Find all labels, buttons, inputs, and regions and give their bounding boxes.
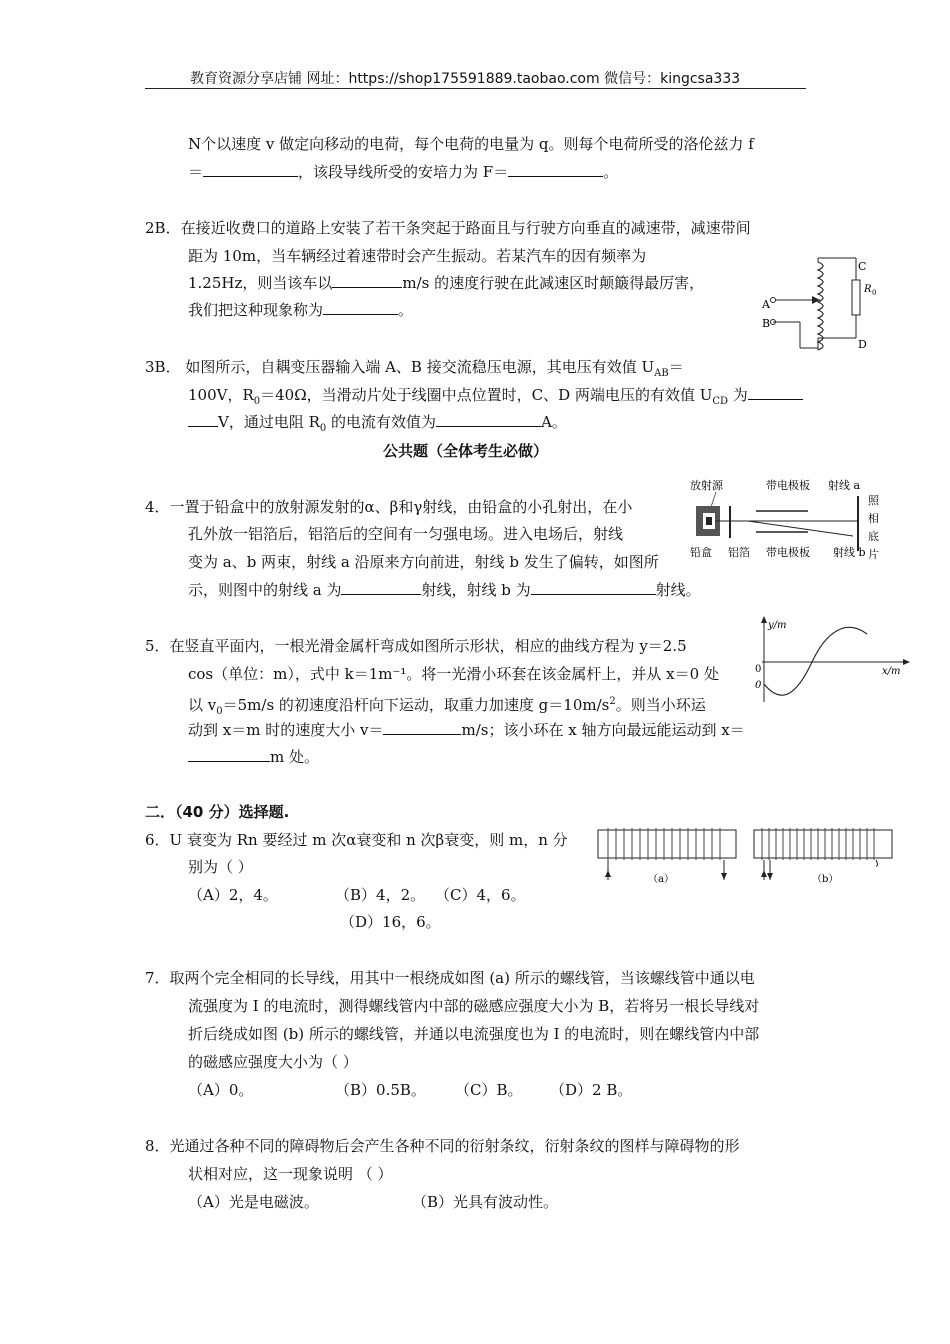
header-divider <box>145 88 806 89</box>
q7-line1: 7．取两个完全相同的长导线，用其中一根绕成如图 (a) 所示的螺线管，当该螺线管中通以电 <box>145 969 755 987</box>
q3b-text: 100V，R <box>188 386 254 404</box>
q6-line2: 别为（ ） <box>188 858 253 876</box>
q3b-line3 <box>188 412 567 439</box>
current-out-arrow-icon <box>767 873 773 880</box>
label-x: x/m <box>882 666 901 677</box>
q5-text: 以 v <box>188 696 217 714</box>
q5-line2: cos（单位：m），式中 k＝1m⁻¹。将一光滑小环套在该金属杆上，并从 x＝0 处 <box>188 665 719 683</box>
q2b-line3 <box>188 273 704 293</box>
q5-text: 。则当小环运 <box>615 696 706 714</box>
resistor-icon <box>852 280 860 315</box>
current-in-arrow-icon <box>761 870 767 877</box>
q2b-line1: 2B．在接近收费口的道路上安装了若干条突起于路面且与行驶方向垂直的减速带，减速带间 <box>145 219 751 237</box>
label-d: D <box>858 338 867 351</box>
q8-line1: 8．光通过各种不同的障碍物后会产生各种不同的衍射条纹，衍射条纹的图样与障碍物的形 <box>145 1137 740 1155</box>
q8-option-b[interactable]: （B）光具有波动性。 <box>412 1193 559 1211</box>
q4-text: 射线，射线 b 为 <box>421 581 531 599</box>
q5-line5 <box>188 747 319 767</box>
q1-text: ＝ <box>188 163 204 181</box>
q4-line2: 孔外放一铝箔后，铝箔后的空间有一匀强电场。进入电场后，射线 <box>188 525 624 543</box>
q3b-text: 3B． 如图所示，自耦变压器输入端 A、B 接交流稳压电源，其电压有效值 U <box>145 358 655 376</box>
q7-line4: 的磁感应强度大小为（ ） <box>188 1053 358 1071</box>
q3b-text: ＝40Ω，当滑动片处于线圈中点位置时，C、D 两端电压的有效值 U <box>260 386 713 404</box>
label-film-4: 片 <box>868 548 879 561</box>
solenoid-figure <box>594 822 914 888</box>
label-plate-bottom: 带电极板 <box>766 546 810 559</box>
answer-blank[interactable] <box>383 720 461 735</box>
x-axis-arrow-icon <box>903 659 910 665</box>
q5-text: m/s；该小环在 x 轴方向最远能运动到 x＝ <box>461 721 745 739</box>
page-header: 教育资源分享店铺 网址：https://shop175591889.taobao.com 微信号：kingcsa333 <box>190 71 741 87</box>
q2b-text: m/s 的速度行驶在此减速区时颠簸得最厉害， <box>402 274 705 292</box>
q3b-sub: AB <box>654 368 669 379</box>
curve-figure <box>752 614 912 704</box>
q2b-text: 我们把这种现象称为 <box>188 301 324 319</box>
q7-line2: 流强度为 I 的电流时，测得螺线管内中部的磁感应强度大小为 B，若将另一根长导线对 <box>188 997 760 1015</box>
label-fig-a: （a） <box>648 874 674 885</box>
q7-line3: 折后绕成如图 (b) 所示的螺线管，并通以电流强度也为 I 的电流时，则在螺线管内中部 <box>188 1025 760 1043</box>
q2b-text: 。 <box>398 301 414 319</box>
q4-text: 示，则图中的射线 a 为 <box>188 581 342 599</box>
q3b-line2 <box>188 385 803 412</box>
label-origin: 0 <box>755 664 762 675</box>
label-c: C <box>858 260 867 273</box>
q3b-text: 为 <box>728 386 748 404</box>
section2-title: 二．（40 分）选择题. <box>145 803 290 821</box>
label-ray-b: 射线 b <box>833 546 866 559</box>
label-ray-a: 射线 a <box>828 479 861 492</box>
q5-text: 动到 x＝m 时的速度大小 v＝ <box>188 721 384 739</box>
q6-option-c[interactable]: （C）4，6。 <box>435 886 526 904</box>
label-a: A <box>762 298 770 311</box>
q6-option-a[interactable]: （A）2，4。 <box>188 886 278 904</box>
q5-line4 <box>188 720 745 740</box>
q1-line1: N个以速度 v 做定向移动的电荷，每个电荷的电量为 q。则每个电荷所受的洛伦兹力 f <box>188 135 754 153</box>
radiation-figure <box>688 476 888 566</box>
q4-line4 <box>188 580 701 600</box>
label-neg: 0 <box>755 680 762 691</box>
label-lead: 铅盒 <box>690 546 712 559</box>
answer-blank[interactable] <box>188 747 270 762</box>
q7-option-b[interactable]: （B）0.5B。 <box>335 1081 426 1099</box>
q5-line1: 5．在竖直平面内，一根光滑金属杆弯成如图所示形状，相应的曲线方程为 y＝2.5 <box>145 637 687 655</box>
q3b-text: 的电流有效值为 <box>326 413 437 431</box>
q2b-text: 1.25Hz，则当该车以 <box>188 274 333 292</box>
answer-blank[interactable] <box>323 300 398 315</box>
y-axis-arrow-icon <box>761 616 767 623</box>
q3b-sub: CD <box>712 396 729 407</box>
current-out-arrow-icon <box>721 873 727 880</box>
label-source: 放射源 <box>690 479 723 492</box>
label-film-1: 照 <box>868 494 879 507</box>
q3b-line1 <box>145 357 684 384</box>
label-plate-top: 带电极板 <box>766 479 810 492</box>
q3b-sub: 0 <box>319 423 327 434</box>
answer-blank[interactable] <box>508 162 603 177</box>
q7-option-d[interactable]: （D）2 B。 <box>550 1081 633 1099</box>
q2b-line4 <box>188 300 413 320</box>
q1-text: ，该段导线所受的安培力为 F＝ <box>298 163 509 181</box>
q8-line2: 状相对应，这一现象说明 （ ） <box>188 1165 393 1183</box>
q6-option-b[interactable]: （B）4，2。 <box>335 886 426 904</box>
answer-blank[interactable] <box>188 412 218 427</box>
solenoid-b-icon <box>754 830 892 858</box>
q4-line3: 变为 a、b 两束，射线 a 沿原来方向前进，射线 b 发生了偏转，如图所 <box>188 553 659 571</box>
q3b-text: A。 <box>541 413 567 431</box>
answer-blank[interactable] <box>332 273 402 288</box>
transformer-figure <box>758 252 883 352</box>
label-r0: R <box>864 284 872 295</box>
q5-line3 <box>188 692 706 722</box>
q7-option-a[interactable]: （A）0。 <box>188 1081 254 1099</box>
q6-line1: 6．U 衰变为 Rn 要经过 m 次α衰变和 n 次β衰变，则 m，n 分 <box>145 831 568 849</box>
label-fig-b: （b） <box>812 874 839 885</box>
answer-blank[interactable] <box>436 412 541 427</box>
current-in-arrow-icon <box>605 870 611 877</box>
q7-option-c[interactable]: （C）B。 <box>455 1081 523 1099</box>
label-b: B <box>762 317 771 330</box>
q4-text: 射线。 <box>655 581 701 599</box>
q1-text: 。 <box>603 163 619 181</box>
label-y: y/m <box>768 620 787 631</box>
q4-line1: 4．一置于铅盒中的放射源发射的α、β和γ射线，由铅盒的小孔射出，在小 <box>145 498 633 516</box>
section-common-title: 公共题（全体考生必做） <box>383 442 549 460</box>
label-r0-sub: 0 <box>872 289 877 297</box>
q5-text: m 处。 <box>270 748 319 766</box>
q2b-line2: 距为 10m，当车辆经过着速带时会产生振动。若某汽车的因有频率为 <box>188 247 647 265</box>
cosine-curve <box>764 627 867 695</box>
label-foil: 铝箔 <box>728 546 750 559</box>
q3b-text: V，通过电阻 R <box>218 413 320 431</box>
q5-text: ＝5m/s 的初速度沿杆向下运动，取重力加速度 g＝10m/s <box>222 696 610 714</box>
label-film-3: 底 <box>868 530 879 543</box>
label-film-2: 相 <box>868 512 879 525</box>
q5-sup: 2 <box>609 696 616 707</box>
q3b-sub: 0 <box>253 396 261 407</box>
answer-blank[interactable] <box>203 162 298 177</box>
answer-blank[interactable] <box>748 385 803 400</box>
q5-sub: 0 <box>216 706 223 717</box>
q8-option-a[interactable]: （A）光是电磁波。 <box>188 1193 319 1211</box>
solenoid-a-icon <box>598 830 736 858</box>
coil-icon <box>818 262 823 350</box>
answer-blank[interactable] <box>341 580 421 595</box>
q6-option-d[interactable]: （D）16，6。 <box>340 913 441 931</box>
q1-line2 <box>188 162 618 182</box>
answer-blank[interactable] <box>531 580 656 595</box>
q3b-text: ＝ <box>668 358 684 376</box>
